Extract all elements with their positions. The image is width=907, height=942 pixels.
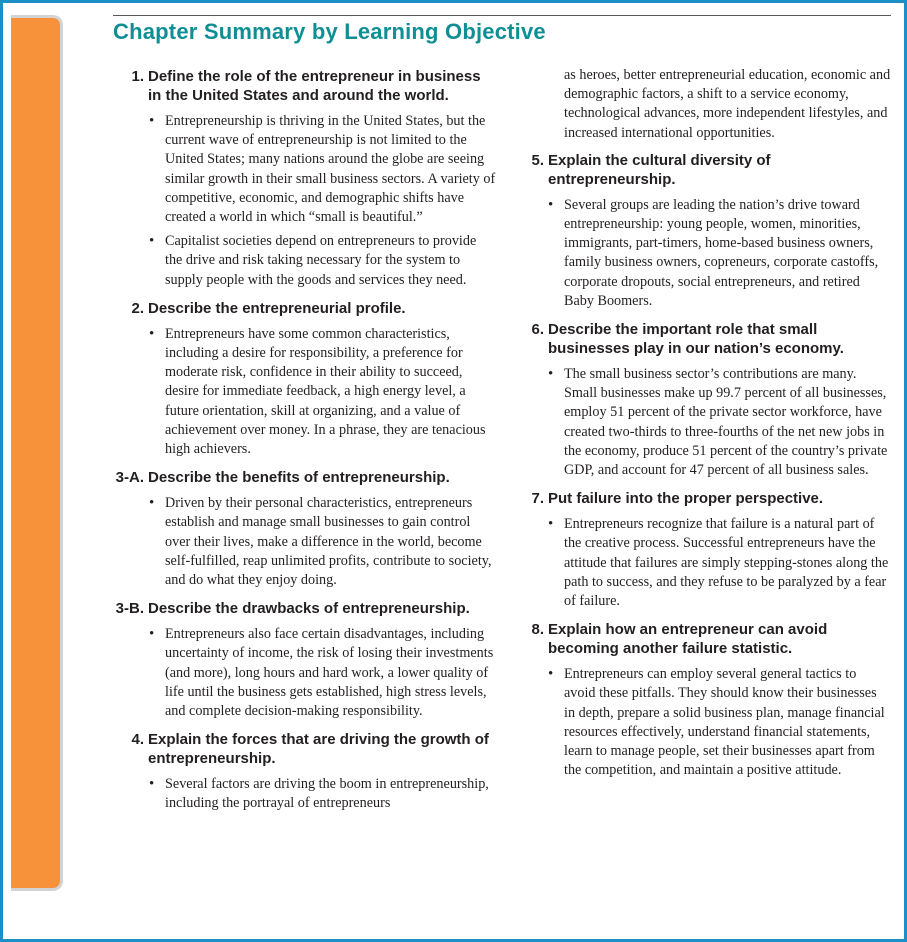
objective-heading	[111, 67, 497, 105]
objective-heading	[527, 320, 891, 358]
objective-6	[527, 320, 891, 480]
bullet-list	[527, 665, 891, 780]
bullet-list	[111, 494, 497, 590]
objective-heading	[527, 620, 891, 658]
bullet-item: • Several groups are leading the nation’s drive toward entrepreneurship: young people, women, minorities, immigrants, part-timers, home-based business owners, family business owners, copreneurs, corporate castoffs, corporate dropouts, social entrepreneurs, and retired Baby Boomers.	[527, 196, 891, 311]
objective-number: 4.	[131, 731, 144, 749]
bullet-list	[527, 365, 891, 480]
bullet-list	[527, 515, 891, 611]
objective-2	[111, 299, 497, 459]
bullet-item: • Several factors are driving the boom in entrepreneurship, including the portrayal of entrepreneurs	[111, 775, 497, 813]
objective-3a	[111, 468, 497, 590]
top-rule	[113, 15, 891, 16]
objective-4	[111, 730, 497, 813]
objective-heading-text: Describe the benefits of entrepreneurship.	[148, 469, 450, 487]
objective-8	[527, 620, 891, 780]
bullet-item: • Entrepreneurs recognize that failure is a natural part of the creative process. Successful entrepreneurs have the attitude that failures are simply stepping-stones along the path to success, and they refuse to be paralyzed by a fear of failure.	[527, 515, 891, 611]
left-column	[111, 67, 497, 823]
objective-heading-text: Describe the drawbacks of entrepreneurship.	[148, 600, 470, 618]
bullet-list	[111, 625, 497, 721]
objective-number: 6.	[531, 321, 544, 339]
objective-heading-text: Describe the important role that small businesses play in our nation’s economy.	[548, 321, 844, 358]
objective-number: 3-B.	[115, 600, 144, 618]
bullet-list	[111, 775, 497, 813]
objective-heading-text: Put failure into the proper perspective.	[548, 490, 824, 508]
objective-heading-text: Describe the entrepreneurial profile.	[148, 299, 406, 317]
objective-5	[527, 151, 891, 311]
objective-number: 7.	[531, 490, 544, 508]
objective-1	[111, 67, 497, 290]
objective-heading	[111, 599, 497, 618]
objective-heading-text: Explain the cultural diversity of entrepreneurship.	[548, 151, 771, 188]
page-title: Chapter Summary by Learning Objective	[113, 19, 546, 44]
objective-number: 3-A.	[115, 469, 144, 487]
bullet-list	[111, 112, 497, 290]
objective-heading	[111, 468, 497, 487]
bullet-item: • The small business sector’s contributions are many. Small businesses make up 99.7 percent of all businesses, employ 51 percent of the private sector workforce, have created two-thirds to three-fourths of the net new jobs in the economy, produce 51 percent of the country’s private GDP, and account for 47 percent of all business sales.	[527, 365, 891, 480]
bullet-list	[111, 325, 497, 459]
objective-heading	[527, 489, 891, 508]
objective-heading-text: Define the role of the entrepreneur in business in the United States and around the world.	[148, 68, 481, 104]
objective-heading-text: Explain how an entrepreneur can avoid becoming another failure statistic.	[548, 621, 828, 658]
bullet-item: • Driven by their personal characteristics, entrepreneurs establish and manage small businesses to gain control over their lives, make a difference in the world, become self-fulfilled, reap unlimited profits, contribute to society, and do what they enjoy doing.	[111, 494, 497, 590]
bullet-item: • Entrepreneurs have some common characteristics, including a desire for responsibility, a preference for moderate risk, confidence in their ability to succeed, desire for immediate feedback, a high energy level, a future orientation, skill at organizing, and a value of achievement over money. In a phrase, they are tenacious high achievers.	[111, 325, 497, 459]
objective-heading	[111, 299, 497, 318]
objective-heading-text: Explain the forces that are driving the growth of entrepreneurship.	[148, 731, 489, 768]
bullet-list	[527, 196, 891, 311]
objective-heading	[527, 151, 891, 189]
right-column	[527, 66, 891, 789]
bullet-item: • Entrepreneurs also face certain disadvantages, including uncertainty of income, the risk of losing their investments (and more), long hours and hard work, a lower quality of life until the business gets established, high stress levels, and complete decision-making responsibility.	[111, 625, 497, 721]
bullet-item: • Capitalist societies depend on entrepreneurs to provide the drive and risk taking necessary for the system to supply people with the goods and services they need.	[111, 232, 497, 290]
objective-number: 8.	[531, 621, 544, 639]
objective-number: 1.	[131, 68, 144, 85]
bullet-item: • Entrepreneurship is thriving in the United States, but the current wave of entrepreneurship is not limited to the United States; many nations around the globe are seeing similar growth in their small business sectors. A variety of competitive, economic, and demographic shifts have created a world in which “small is beautiful.”	[111, 112, 497, 227]
continued-bullet-text: as heroes, better entrepreneurial education, economic and demographic factors, a shift to a service economy, technological advances, more independent lifestyles, and increased international opportunities.	[564, 67, 891, 141]
objective-7	[527, 489, 891, 611]
objective-3b	[111, 599, 497, 721]
objective-number: 2.	[131, 299, 144, 317]
objective-heading	[111, 730, 497, 768]
bullet-item: • Entrepreneurs can employ several general tactics to avoid these pitfalls. They should know their businesses in depth, prepare a solid business plan, manage financial resources effectively, understand financial statements, learn to manage people, set their businesses apart from the competition, and maintain a positive attitude.	[527, 665, 891, 780]
objective-number: 5.	[531, 151, 544, 169]
side-tab	[11, 15, 63, 891]
